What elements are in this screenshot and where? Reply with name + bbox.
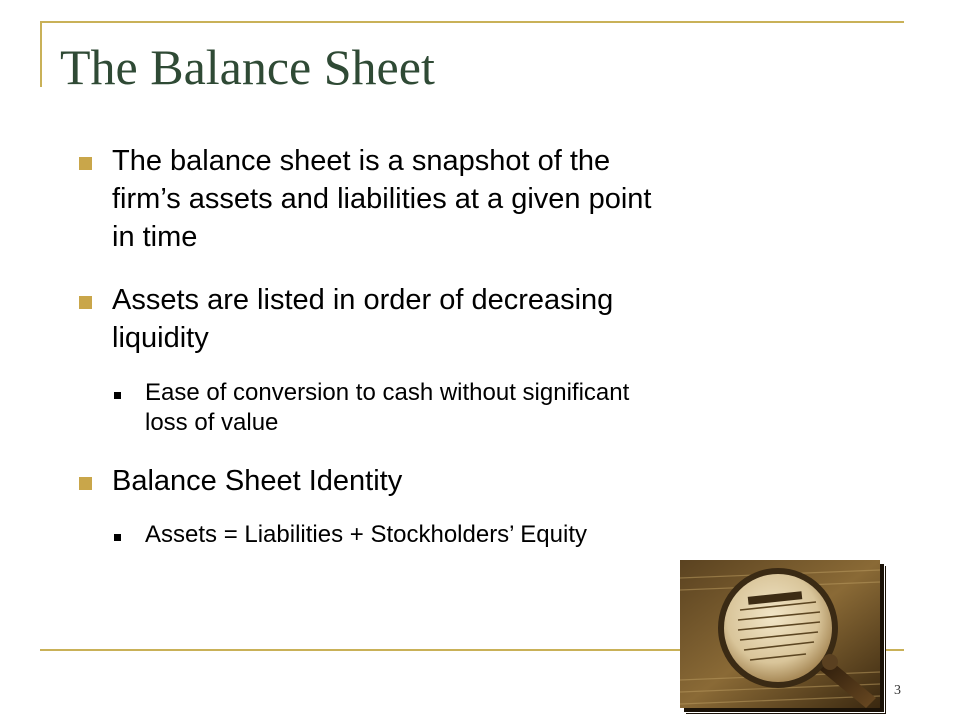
- bullet-line: liquidity: [112, 322, 209, 354]
- sub-bullet-square-icon: [114, 392, 121, 399]
- bullet-line: Assets are listed in order of decreasing: [112, 284, 614, 316]
- bullet-line: in time: [112, 221, 198, 253]
- bullet-line: Assets = Liabilities + Stockholders’ Equity: [145, 521, 587, 548]
- bullet-line: The balance sheet is a snapshot of the: [112, 145, 611, 177]
- bullet-square-icon: [79, 477, 92, 490]
- bullet-item-3: [112, 462, 402, 500]
- bullet-square-icon: [79, 157, 92, 170]
- sub-bullet-item-2: [145, 520, 587, 550]
- bullet-line: Ease of conversion to cash without significant: [145, 379, 630, 406]
- page-number: 3: [894, 683, 901, 698]
- slide-title: The Balance Sheet: [60, 39, 435, 95]
- sub-bullet-square-icon: [114, 534, 121, 541]
- bullet-square-icon: [79, 296, 92, 309]
- bullet-line: loss of value: [145, 409, 279, 436]
- bullet-line: Balance Sheet Identity: [112, 465, 403, 497]
- bullet-item-2: [112, 281, 613, 357]
- sub-bullet-item-1: [145, 378, 629, 438]
- bullet-line: firm’s assets and liabilities at a given point: [112, 183, 652, 215]
- bullet-item-1: [112, 142, 651, 256]
- magnifying-glass-photo-icon: [680, 560, 880, 708]
